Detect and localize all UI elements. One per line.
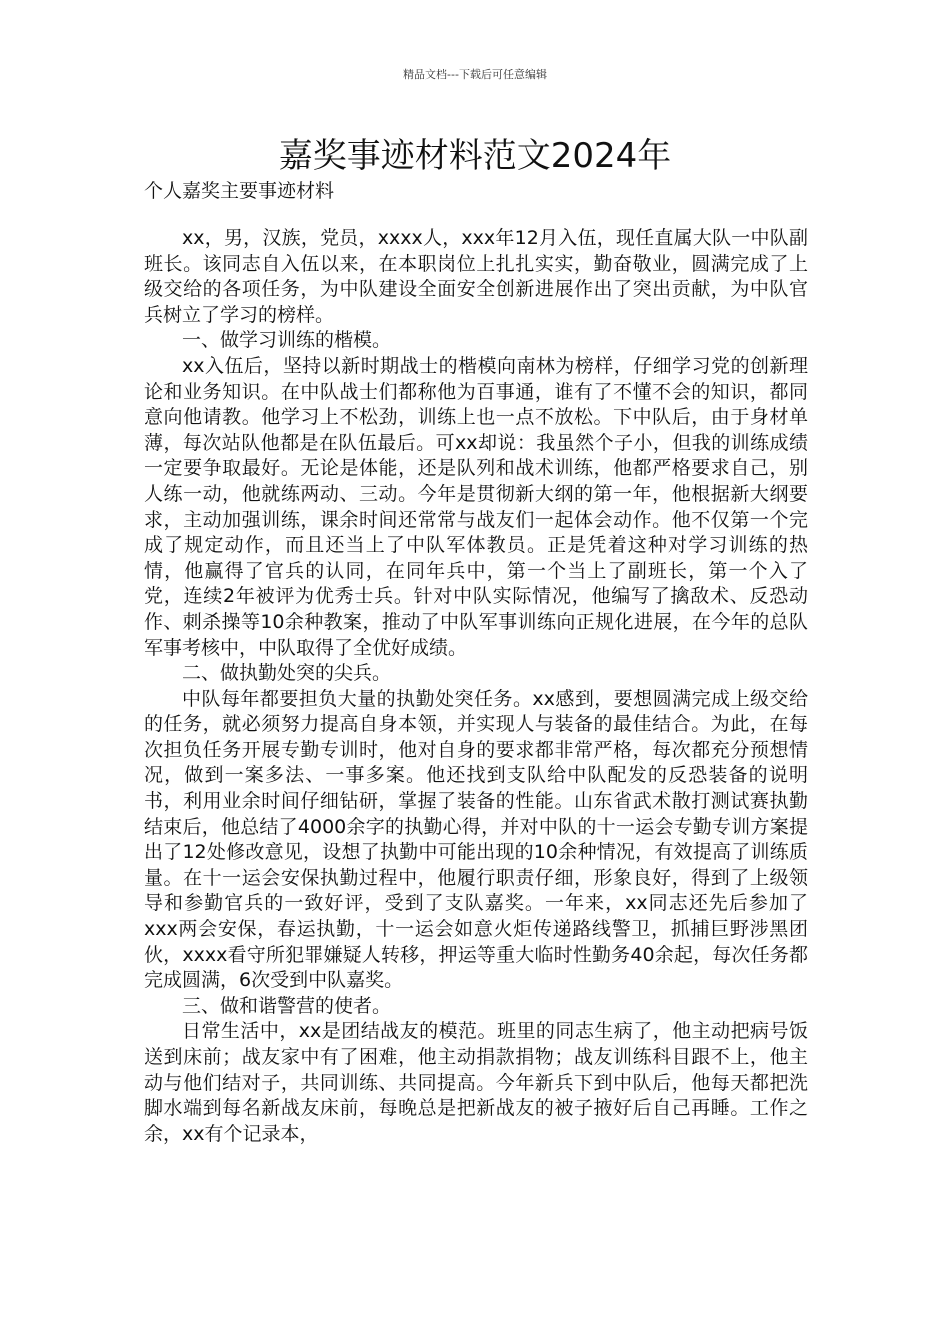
page-header: 精品文档---下载后可任意编辑 [403,68,547,81]
paragraph: 中队每年都要担负大量的执勤处突任务。xx感到，要想圆满完成上级交给的任务，就必须努力提高自身本领，并实现人与装备的最佳结合。为此，在每次担负任务开展专勤专训时，他对自身的要求都非常严格，每次都充分预想情况，做到一案多法、一事多案。他还找到支队给中队配发的反恐装备的说明书，利用业余时间仔细钻研，掌握了装备的性能。山东省武术散打测试赛执勤结束后，他总结了4000余字的执勤心得，并对中队的十一运会专勤专训方案提出了12处修改意见，设想了执勤中可能出现的10余种情况，有效提高了训练质量。在十一运会安保执勤过程中，他履行职责仔细，形象良好，得到了上级领导和参勤官兵的一致好评，受到了支队嘉奖。一年来，xx同志还先后参加了xxx两会安保，春运执勤，十一运会如意火炬传递路线警卫，抓捕巨野涉黑团伙，xxxx看守所犯罪嫌疑人转移，押运等重大临时性勤务40余起，每次任务都完成圆满，6次受到中队嘉奖。 [144,687,808,992]
paragraph: xx入伍后，坚持以新时期战士的楷模向南林为榜样，仔细学习党的创新理论和业务知识。在中队战士们都称他为百事通，谁有了不懂不会的知识，都同意向他请教。他学习上不松劲，训练上也一点不放松。下中队后，由于身材单薄，每次站队他都是在队伍最后。可xx却说：我虽然个子小，但我的训练成绩一定要争取最好。无论是体能，还是队列和战术训练，他都严格要求自己，别人练一动，他就练两动、三动。今年是贯彻新大纲的第一年，他根据新大纲要求，主动加强训练，课余时间还常常与战友们一起体会动作。他不仅第一个完成了规定动作，而且还当上了中队军体教员。正是凭着这种对学习训练的热情，他赢得了官兵的认同，在同年兵中，第一个当上了副班长，第一个入了党，连续2年被评为优秀士兵。针对中队实际情况，他编写了擒敌术、反恐动作、刺杀操等10余种教案，推动了中队军事训练向正规化进展，在今年的总队军事考核中，中队取得了全优好成绩。 [144,354,808,659]
section-heading: 一、做学习训练的楷模。 [182,329,392,352]
section-heading: 三、做和谐警营的使者。 [182,994,392,1017]
document-subtitle: 个人嘉奖主要事迹材料 [144,180,335,202]
paragraph: 日常生活中，xx是团结战友的模范。班里的同志生病了，他主动把病号饭送到床前；战友家中有了困难，他主动捐款捐物；战友训练科目跟不上，他主动与他们结对子，共同训练、共同提高。今年新兵下到中队后，他每天都把洗脚水端到每名新战友床前，每晚总是把新战友的被子掖好后自己再睡。工作之余，xx有个记录本， [144,1020,808,1145]
document-body [144,226,808,1147]
section-heading: 二、做执勤处突的尖兵。 [182,662,392,685]
document-title: 嘉奖事迹材料范文2024年 [278,136,672,176]
paragraph: xx，男，汉族，党员，xxxx人，xxx年12月入伍，现任直属大队一中队副班长。该同志自入伍以来，在本职岗位上扎扎实实，勤奋敬业，圆满完成了上级交给的各项任务，为中队建设全面安全创新进展作出了突出贡献，为中队官兵树立了学习的榜样。 [144,227,808,326]
